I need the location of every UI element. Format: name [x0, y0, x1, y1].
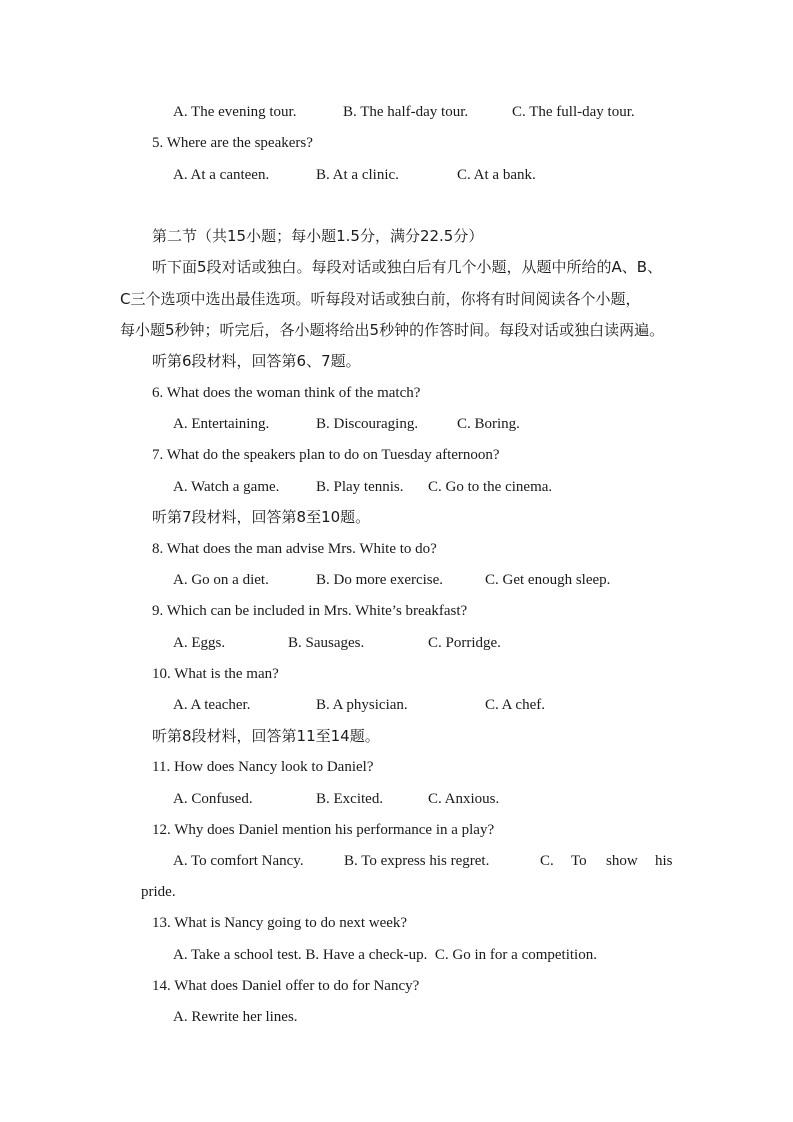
q5-option-a: A. At a canteen. [173, 167, 270, 183]
q7-option-a: A. Watch a game. [173, 479, 280, 495]
instructions-line-1: 听下面5段对话或独白。每段对话或独白后有几个小题，从题中所给的A、B、 [152, 258, 663, 276]
q9-option-b: B. Sausages. [288, 635, 365, 651]
q4-option-a: A. The evening tour. [173, 104, 297, 120]
q12-option-c-word-1: To [571, 853, 587, 869]
q10-option-c: C. A chef. [485, 697, 545, 713]
q4-option-b: B. The half-day tour. [343, 104, 469, 120]
q12-option-c-word-2: show [606, 853, 638, 869]
q4-option-c: C. The full-day tour. [512, 104, 635, 120]
q12-question: 12. Why does Daniel mention his performance in a play? [152, 822, 495, 838]
q10-option-b: B. A physician. [316, 697, 408, 713]
q9-option-a: A. Eggs. [173, 635, 226, 651]
q5-option-b: B. At a clinic. [316, 167, 399, 183]
q14-option-a: A. Rewrite her lines. [173, 1009, 298, 1025]
q6-option-b: B. Discouraging. [316, 416, 419, 432]
segment-8-label: 听第8段材料，回答第11至14题。 [152, 727, 380, 745]
q12-option-c-word-3: his [655, 853, 673, 869]
q7-question: 7. What do the speakers plan to do on Tuesday afternoon? [152, 447, 500, 463]
instructions-line-2: C三个选项中选出最佳选项。听每段对话或独白前，你将有时间阅读各个小题， [120, 290, 641, 308]
q5-question: 5. Where are the speakers? [152, 135, 313, 151]
q9-question: 9. Which can be included in Mrs. White’s breakfast? [152, 603, 468, 619]
segment-7-label: 听第7段材料，回答第8至10题。 [152, 508, 371, 526]
q12-option-c-letter: C. [540, 853, 554, 869]
q13-question: 13. What is Nancy going to do next week? [152, 915, 408, 931]
q7-option-b: B. Play tennis. [316, 479, 404, 495]
q12-option-c-continued: pride. [141, 884, 176, 900]
q10-option-a: A. A teacher. [173, 697, 251, 713]
q11-option-b: B. Excited. [316, 791, 384, 807]
q8-option-b: B. Do more exercise. [316, 572, 444, 588]
q12-option-a: A. To comfort Nancy. [173, 853, 304, 869]
instructions-line-3: 每小题5秒钟；听完后，各小题将给出5秒钟的作答时间。每段对话或独白读两遍。 [120, 321, 665, 339]
q6-option-c: C. Boring. [457, 416, 520, 432]
q5-option-c: C. At a bank. [457, 167, 536, 183]
q12-option-b: B. To express his regret. [344, 853, 490, 869]
q8-option-a: A. Go on a diet. [173, 572, 269, 588]
q10-question: 10. What is the man? [152, 666, 279, 682]
q8-question: 8. What does the man advise Mrs. White to do? [152, 541, 437, 557]
q14-question: 14. What does Daniel offer to do for Nancy? [152, 978, 420, 994]
q11-question: 11. How does Nancy look to Daniel? [152, 759, 374, 775]
q11-option-a: A. Confused. [173, 791, 253, 807]
q8-option-c: C. Get enough sleep. [485, 572, 611, 588]
q11-option-c: C. Anxious. [428, 791, 500, 807]
q6-question: 6. What does the woman think of the match? [152, 385, 421, 401]
q13-options: A. Take a school test. B. Have a check-up. C. Go in for a competition. [173, 947, 597, 963]
q7-option-c: C. Go to the cinema. [428, 479, 553, 495]
q6-option-a: A. Entertaining. [173, 416, 270, 432]
segment-6-label: 听第6段材料，回答第6、7题。 [152, 352, 361, 370]
q9-option-c: C. Porridge. [428, 635, 501, 651]
section-heading: 第二节（共15小题；每小题1.5分，满分22.5分） [152, 227, 484, 245]
